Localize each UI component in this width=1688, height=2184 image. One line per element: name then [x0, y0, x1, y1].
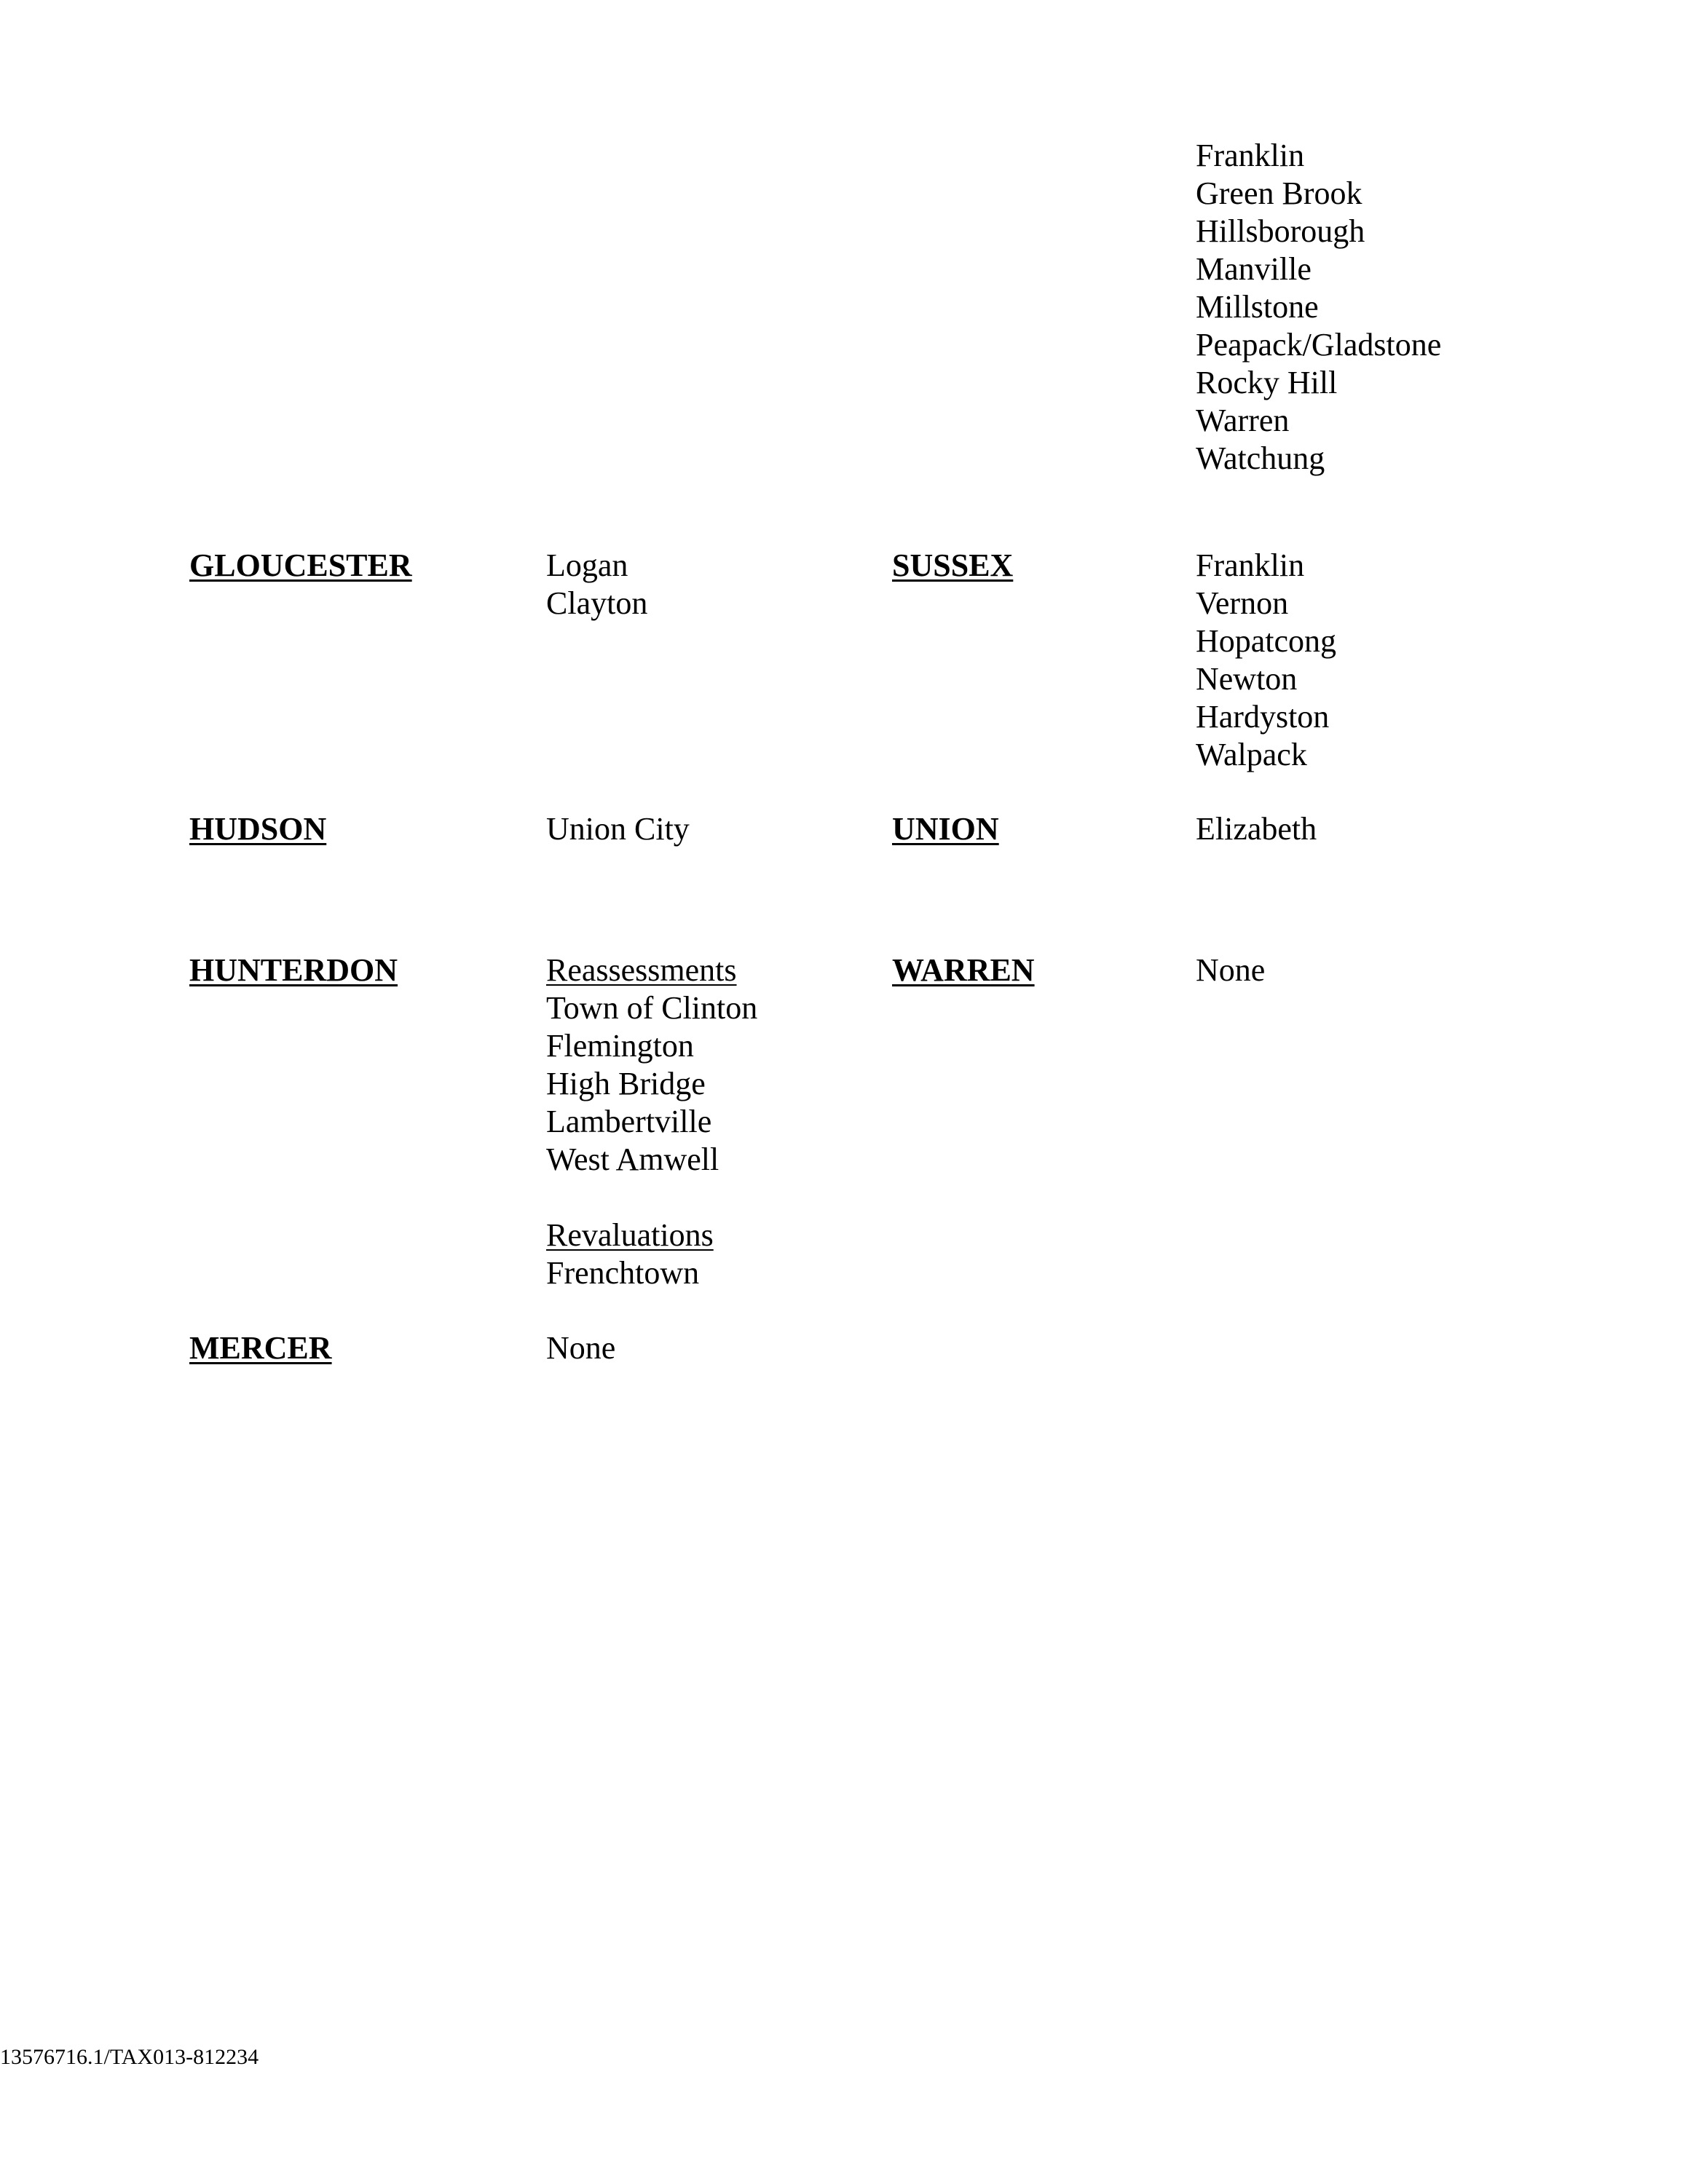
- municipality-item: Hillsborough: [1196, 213, 1365, 249]
- municipality-item: Union City: [546, 811, 690, 847]
- reassessments-heading: Reassessments: [546, 952, 737, 988]
- mercer-municipality-list: [546, 1329, 615, 1367]
- union-municipality-list: [1196, 810, 1317, 848]
- municipality-item: Frenchtown: [546, 1255, 700, 1291]
- municipality-item: Hardyston: [1196, 699, 1330, 735]
- municipality-item: Franklin: [1196, 547, 1305, 583]
- gloucester-municipality-list: [546, 547, 647, 622]
- municipality-item: Peapack/Gladstone: [1196, 327, 1442, 363]
- municipality-item: Newton: [1196, 661, 1298, 697]
- continuation-municipality-list: [1196, 137, 1441, 478]
- municipality-item: Logan: [546, 547, 628, 583]
- municipality-item: Vernon: [1196, 585, 1289, 621]
- county-heading-gloucester: GLOUCESTER: [189, 547, 412, 583]
- municipality-item: High Bridge: [546, 1066, 706, 1101]
- warren-municipality-list: [1196, 951, 1265, 989]
- municipality-item: Manville: [1196, 251, 1312, 287]
- municipality-item: Franklin: [1196, 138, 1305, 173]
- municipality-item: Rocky Hill: [1196, 365, 1338, 400]
- municipality-item: West Amwell: [546, 1142, 719, 1177]
- county-heading-warren: WARREN: [892, 952, 1035, 988]
- hunterdon-municipality-list: [546, 951, 757, 1292]
- municipality-item: Town of Clinton: [546, 990, 758, 1026]
- municipality-item: Watchung: [1196, 440, 1325, 476]
- hudson-municipality-list: [546, 810, 690, 848]
- county-heading-sussex: SUSSEX: [892, 547, 1014, 583]
- municipality-item: None: [546, 1330, 616, 1366]
- municipality-item: Millstone: [1196, 289, 1319, 325]
- municipality-item: Hopatcong: [1196, 623, 1337, 659]
- municipality-item: Green Brook: [1196, 175, 1362, 211]
- municipality-item: Walpack: [1196, 737, 1307, 772]
- municipality-item: Elizabeth: [1196, 811, 1317, 847]
- sussex-municipality-list: [1196, 547, 1336, 774]
- county-heading-union: UNION: [892, 811, 999, 847]
- revaluations-heading: Revaluations: [546, 1217, 714, 1253]
- municipality-item: Warren: [1196, 403, 1290, 438]
- municipality-item: Clayton: [546, 585, 648, 621]
- county-heading-hunterdon: HUNTERDON: [189, 952, 398, 988]
- municipality-item: Lambertville: [546, 1104, 712, 1139]
- municipality-item: Flemington: [546, 1028, 694, 1064]
- county-heading-mercer: MERCER: [189, 1330, 332, 1366]
- county-heading-hudson: HUDSON: [189, 811, 327, 847]
- municipality-item: None: [1196, 952, 1266, 988]
- document-id: 13576716.1/TAX013-812234: [0, 2045, 259, 2069]
- spacer: [546, 1179, 757, 1216]
